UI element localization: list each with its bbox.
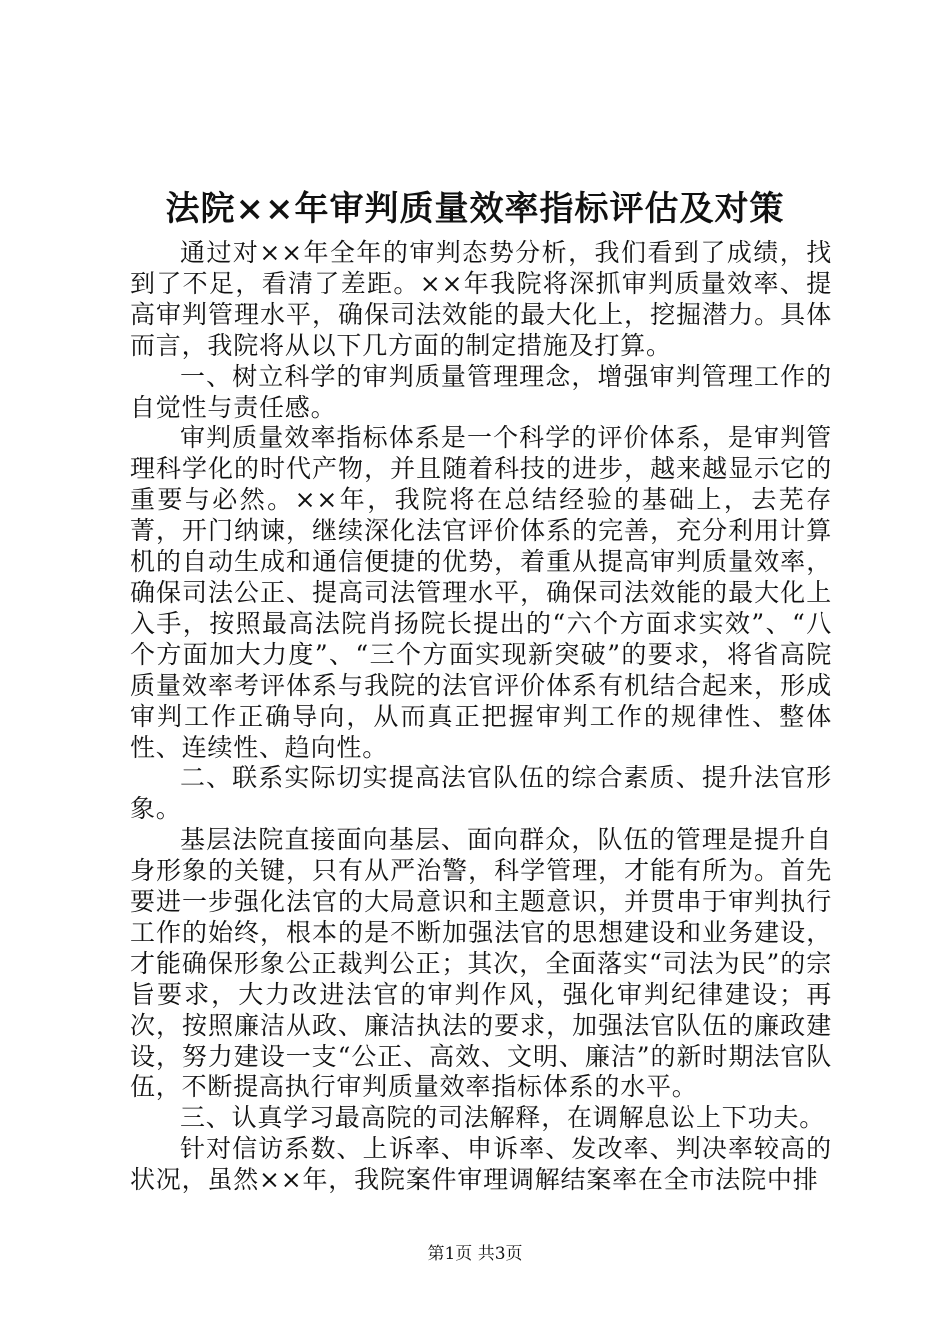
paragraph-section-1: 审判质量效率指标体系是一个科学的评价体系，是审判管理科学化的时代产物，并且随着科技的进步，越来越显示它的重要与必然。××年，我院将在总结经验的基础上，去芜存菁，开门纳谏，继续深化法官评价体系的完善，充分利用计算机的自动生成和通信便捷的优势，着重从提高审判质量效率，确保司法公正、提高司法管理水平，确保司法效能的最大化上入手，按照最高法院肖扬院长提出的“六个方面求实效”、“八个方面加大力度”、“三个方面实现新突破”的要求，将省高院质量效率考评体系与我院的法官评价体系有机结合起来，形成审判工作正确导向，从而真正把握审判工作的规律性、整体性、连续性、趋向性。 — [130, 423, 832, 762]
heading-section-2: 二、联系实际切实提高法官队伍的综合素质、提升法官形象。 — [130, 763, 832, 824]
heading-section-3: 三、认真学习最高院的司法解释，在调解息讼上下功夫。 — [180, 1103, 826, 1133]
page-number-footer: 第1页 共3页 — [427, 1244, 523, 1264]
document-body — [130, 238, 832, 1196]
document-title: 法院××年审判质量效率指标评估及对策 — [165, 189, 785, 229]
paragraph-section-3: 针对信访系数、上诉率、申诉率、发改率、判决率较高的状况，虽然××年，我院案件审理调解结案率在全市法院中排 — [130, 1134, 832, 1195]
paragraph-section-2: 基层法院直接面向基层、面向群众，队伍的管理是提升自身形象的关键，只有从严治警，科学管理，才能有所为。首先要进一步强化法官的大局意识和主题意识，并贯串于审判执行工作的始终，根本的是不断加强法官的思想建设和业务建设，才能确保形象公正裁判公正；其次，全面落实“司法为民”的宗旨要求，大力改进法官的审判作风，强化审判纪律建设；再次，按照廉洁从政、廉洁执法的要求，加强法官队伍的廉政建设，努力建设一支“公正、高效、文明、廉洁”的新时期法官队伍，不断提高执行审判质量效率指标体系的水平。 — [130, 825, 832, 1102]
paragraph-intro: 通过对××年全年的审判态势分析，我们看到了成绩，找到了不足，看清了差距。××年我院将深抓审判质量效率、提高审判管理水平，确保司法效能的最大化上，挖掘潜力。具体而言，我院将从以下几方面的制定措施及打算。 — [130, 238, 832, 360]
heading-section-1: 一、树立科学的审判质量管理理念，增强审判管理工作的自觉性与责任感。 — [130, 361, 832, 422]
